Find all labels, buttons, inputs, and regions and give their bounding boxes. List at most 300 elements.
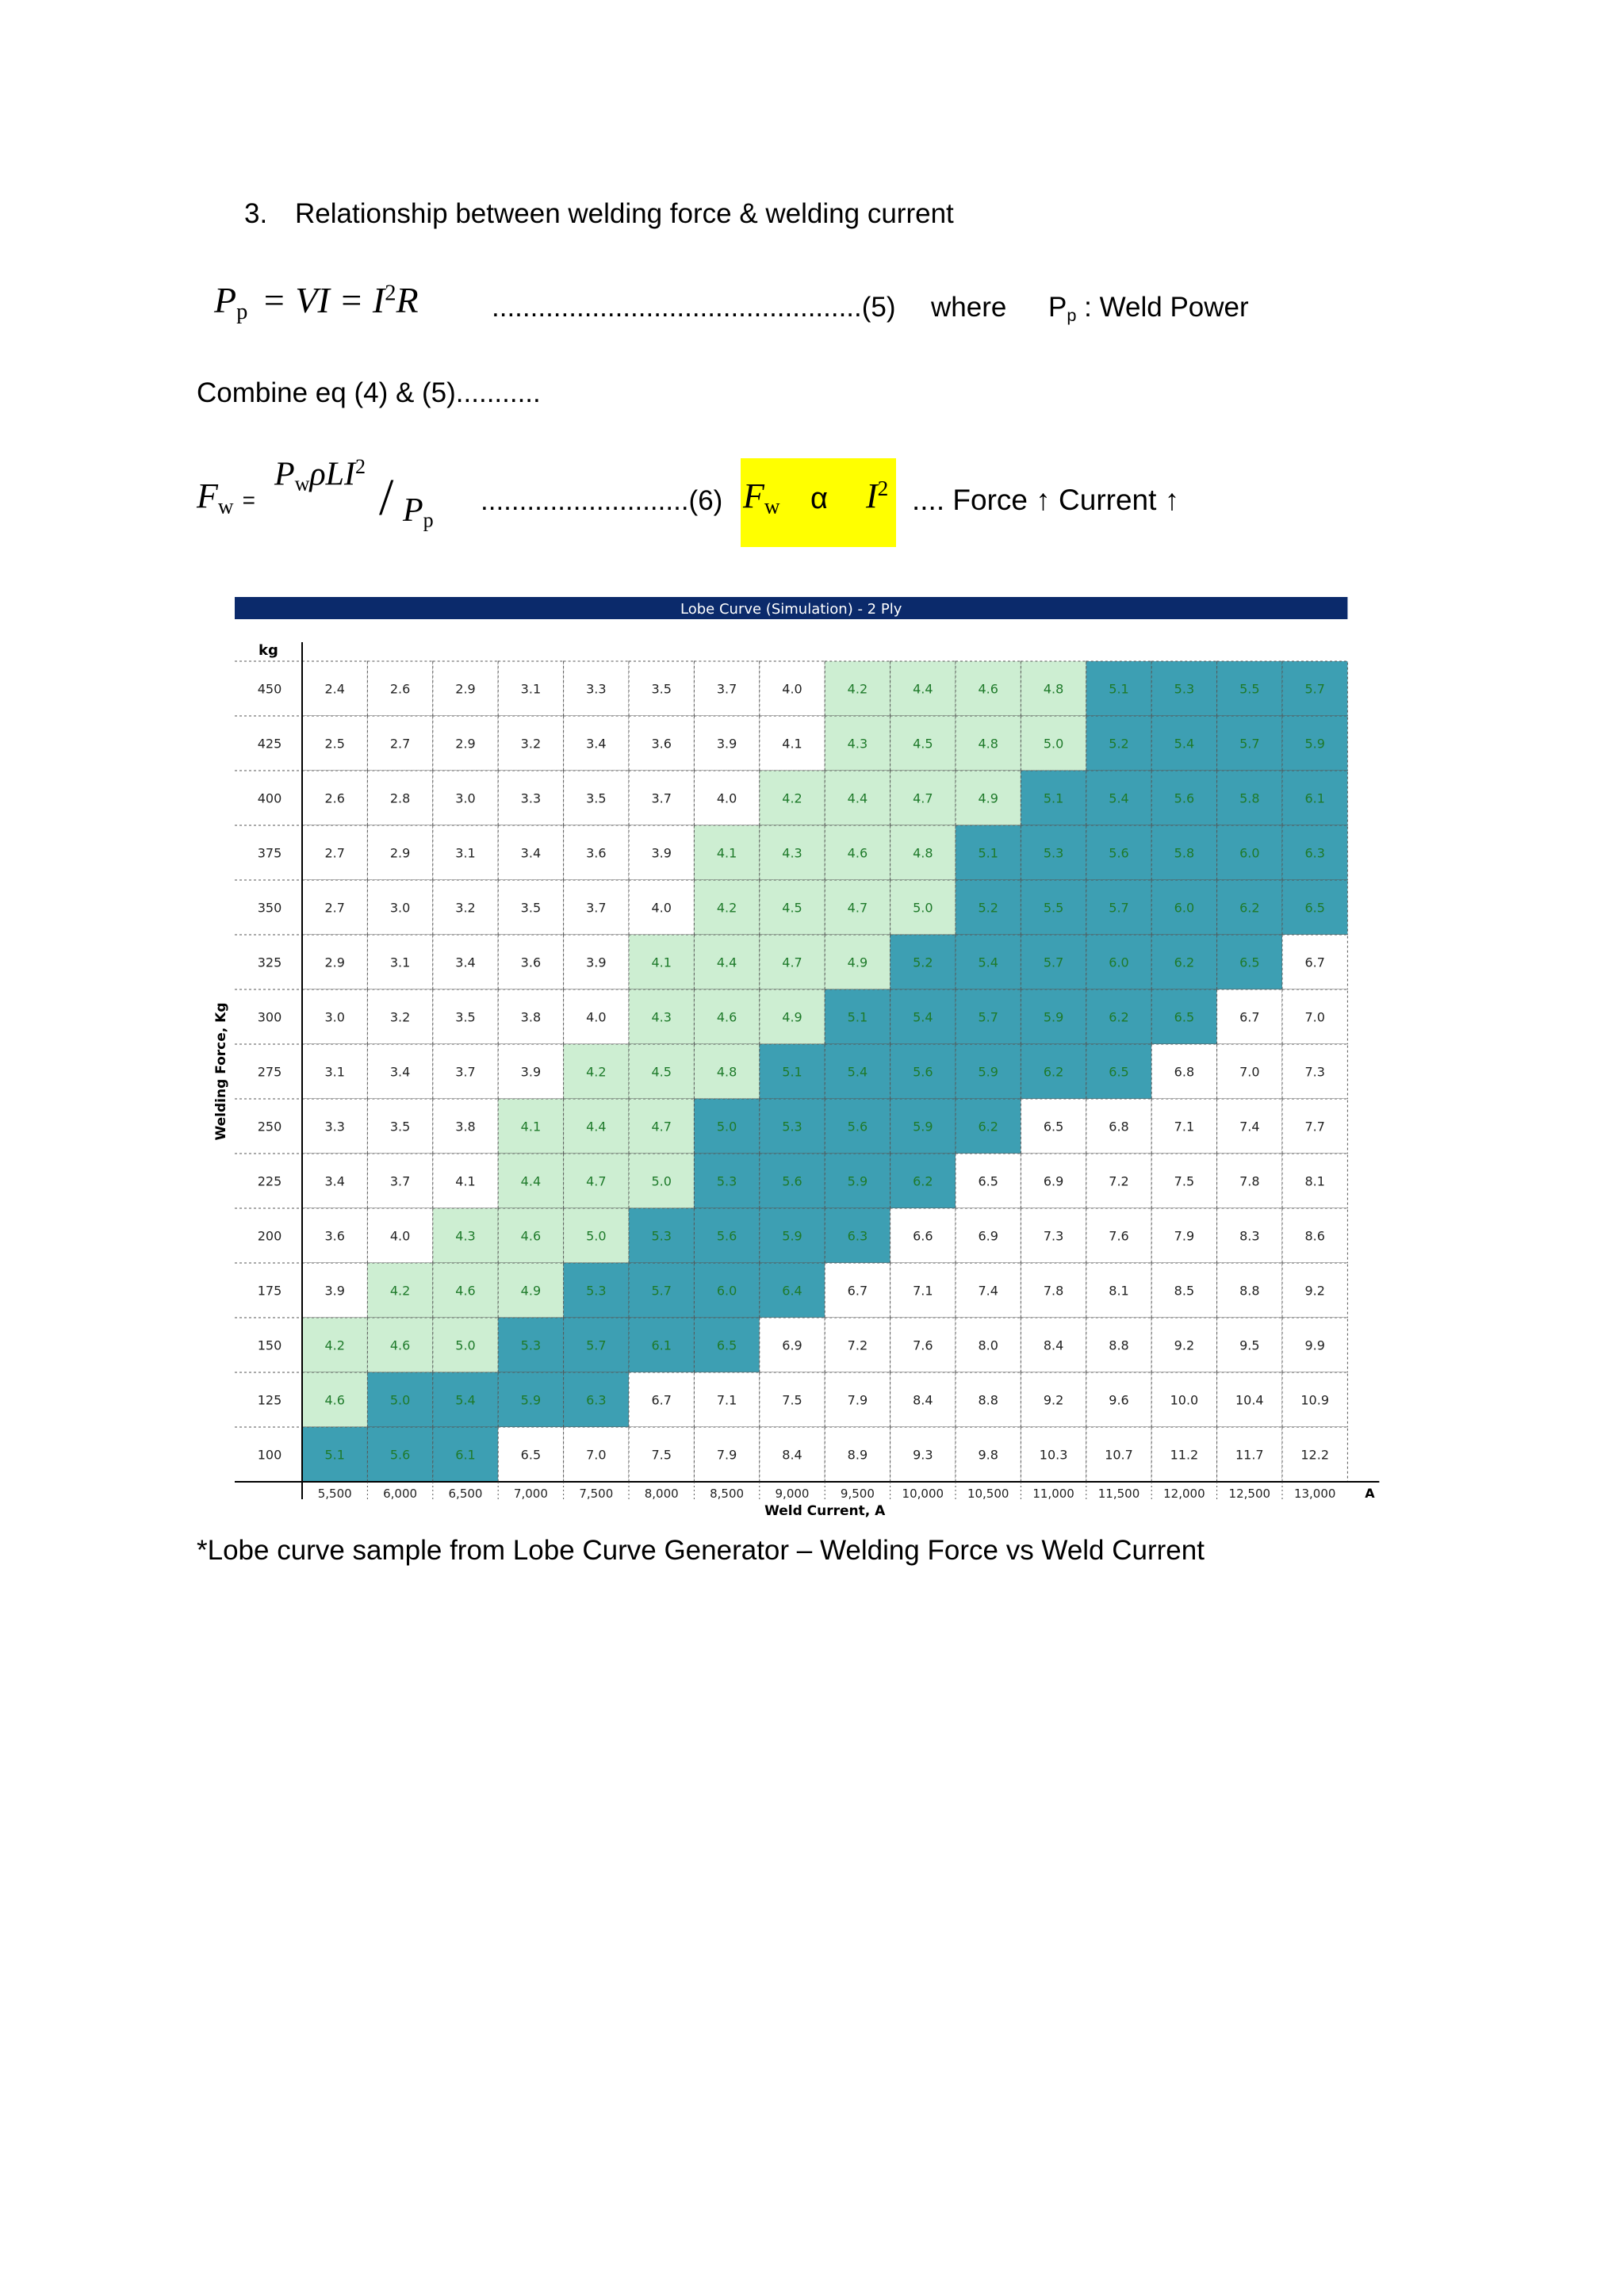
section-number: 3. (244, 198, 268, 229)
cell-value: 8.8 (1109, 1337, 1129, 1353)
cell-value: 6.5 (1109, 1064, 1129, 1080)
x-tick-label: 11,000 (1032, 1487, 1074, 1501)
cell-value: 9.2 (1174, 1337, 1195, 1353)
cell-value: 8.4 (913, 1392, 933, 1408)
cell-value: 7.2 (1109, 1173, 1129, 1189)
cell-value: 5.2 (1109, 736, 1129, 752)
cell-value: 4.6 (455, 1283, 476, 1299)
cell-value: 5.0 (389, 1392, 411, 1408)
cell-value: 7.1 (913, 1283, 933, 1299)
def-p-symbol: P (1048, 292, 1067, 323)
cell-value: 4.1 (782, 736, 802, 752)
cell-value: 5.3 (716, 1173, 737, 1189)
y-tick-label: 325 (257, 955, 282, 970)
caption: *Lobe curve sample from Lobe Curve Generator – Welding Force vs Weld Current (197, 1535, 1205, 1566)
cell-value: 4.3 (651, 1009, 672, 1025)
cell-value: 5.8 (1239, 790, 1260, 806)
cell-value: 5.1 (1043, 790, 1064, 806)
cell-value: 4.0 (586, 1009, 607, 1025)
eq5-square: 2 (385, 281, 396, 306)
x-tick-label: 13,000 (1293, 1487, 1336, 1501)
cell-value: 7.8 (1239, 1173, 1260, 1189)
cell-value: 5.0 (586, 1228, 607, 1244)
cell-value: 5.4 (847, 1064, 868, 1080)
cell-value: 8.1 (1109, 1283, 1129, 1299)
cell-value: 8.8 (1239, 1283, 1260, 1299)
x-tick-label: 12,500 (1228, 1487, 1271, 1501)
cell-value: 2.9 (455, 736, 476, 752)
eq5-definition (1048, 292, 1249, 326)
cell-value: 5.9 (847, 1173, 868, 1189)
cell-value: 9.9 (1304, 1337, 1325, 1353)
cell-value: 7.0 (1239, 1064, 1260, 1080)
cell-value: 4.7 (651, 1119, 672, 1135)
cell-value: 4.0 (389, 1228, 411, 1244)
hl-i-square: 2 (877, 476, 889, 500)
cell-value: 9.3 (913, 1447, 933, 1463)
num-rest: ρLI (309, 456, 355, 493)
hl-f-symbol: F (743, 476, 764, 515)
cell-value: 5.3 (520, 1337, 542, 1353)
cell-value: 5.0 (913, 900, 933, 916)
cell-value: 5.9 (913, 1119, 933, 1135)
x-tick-label: 6,000 (383, 1487, 418, 1501)
cell-value: 5.9 (978, 1064, 998, 1080)
cell-value: 7.3 (1043, 1228, 1064, 1244)
cell-value: 4.8 (913, 845, 933, 861)
cell-value: 5.4 (455, 1392, 476, 1408)
cell-value: 5.7 (1043, 955, 1064, 970)
eq5-dots: ................................................(5) (492, 292, 896, 323)
cell-value: 4.1 (651, 955, 672, 970)
cell-value: 4.7 (586, 1173, 607, 1189)
cell-value: 6.1 (455, 1447, 476, 1463)
eq5-p-subscript: p (236, 299, 248, 324)
cell-value: 6.7 (1239, 1009, 1260, 1025)
cell-value: 7.6 (913, 1337, 933, 1353)
cell-value: 4.8 (1043, 681, 1064, 697)
cell-value: 10.3 (1039, 1447, 1068, 1463)
cell-value: 4.3 (847, 736, 868, 752)
x-tick-label: 8,500 (710, 1487, 745, 1501)
cell-value: 8.5 (1174, 1283, 1195, 1299)
cell-value: 6.0 (1174, 900, 1195, 916)
cell-value: 6.2 (913, 1173, 933, 1189)
cell-value: 5.7 (1304, 681, 1325, 697)
cell-value: 2.8 (389, 790, 411, 806)
eq5-p-symbol: P (214, 280, 237, 320)
cell-value: 6.5 (1239, 955, 1260, 970)
cell-value: 3.4 (520, 845, 542, 861)
cell-value: 5.6 (1109, 845, 1129, 861)
cell-value: 5.6 (389, 1447, 411, 1463)
cell-value: 7.0 (1304, 1009, 1325, 1025)
cell-value: 4.2 (847, 681, 868, 697)
cell-value: 3.0 (324, 1009, 345, 1025)
cell-value: 5.9 (1304, 736, 1325, 752)
cell-value: 4.1 (716, 845, 737, 861)
cell-value: 3.6 (586, 845, 607, 861)
cell-value: 4.4 (847, 790, 868, 806)
eq6-f-symbol: F (197, 476, 218, 515)
den-p-symbol: P (403, 492, 423, 529)
cell-value: 6.9 (1043, 1173, 1064, 1189)
cell-value: 2.7 (324, 900, 345, 916)
cell-value: 6.7 (1304, 955, 1325, 970)
cell-value: 3.9 (651, 845, 672, 861)
cell-value: 7.2 (847, 1337, 868, 1353)
cell-value: 3.5 (520, 900, 542, 916)
cell-value: 4.0 (782, 681, 802, 697)
cell-value: 7.1 (1174, 1119, 1195, 1135)
cell-value: 5.7 (586, 1337, 607, 1353)
cell-value: 6.9 (978, 1228, 998, 1244)
cell-value: 5.0 (455, 1337, 476, 1353)
cell-value: 6.2 (978, 1119, 998, 1135)
cell-value: 9.6 (1109, 1392, 1129, 1408)
eq6-numerator (274, 455, 366, 496)
cell-value: 4.6 (389, 1337, 411, 1353)
cell-value: 6.0 (1109, 955, 1129, 970)
cell-value: 5.1 (782, 1064, 802, 1080)
cell-value: 4.0 (651, 900, 672, 916)
x-tick-label: 10,000 (902, 1487, 944, 1501)
cell-value: 5.1 (324, 1447, 345, 1463)
hl-i-symbol: I (866, 476, 878, 515)
cell-value: 2.5 (324, 736, 345, 752)
cell-value: 3.5 (651, 681, 672, 697)
cell-value: 8.3 (1239, 1228, 1260, 1244)
cell-value: 5.6 (847, 1119, 868, 1135)
cell-value: 3.5 (389, 1119, 411, 1135)
x-tick-label: 10,500 (967, 1487, 1009, 1501)
cell-value: 4.5 (913, 736, 933, 752)
cell-value: 5.3 (782, 1119, 802, 1135)
cell-value: 3.1 (455, 845, 476, 861)
cell-value: 6.0 (1239, 845, 1260, 861)
cell-value: 11.2 (1170, 1447, 1199, 1463)
cell-value: 4.6 (978, 681, 998, 697)
y-tick-label: 275 (257, 1064, 282, 1080)
cell-value: 3.3 (520, 790, 542, 806)
cell-value: 6.5 (1174, 1009, 1195, 1025)
cell-value: 5.9 (782, 1228, 802, 1244)
cell-value: 7.4 (1239, 1119, 1260, 1135)
cell-value: 5.4 (913, 1009, 933, 1025)
cell-value: 5.4 (1174, 736, 1195, 752)
cell-value: 7.9 (1174, 1228, 1195, 1244)
cell-value: 6.0 (716, 1283, 737, 1299)
cell-value: 9.2 (1304, 1283, 1325, 1299)
hl-f-subscript: w (764, 494, 780, 519)
cell-value: 3.9 (520, 1064, 542, 1080)
cell-value: 6.1 (1304, 790, 1325, 806)
cell-value: 5.1 (847, 1009, 868, 1025)
num-p-subscript: w (294, 472, 310, 496)
cell-value: 3.1 (324, 1064, 345, 1080)
cell-value: 6.7 (651, 1392, 672, 1408)
cell-value: 6.5 (520, 1447, 542, 1463)
cell-value: 3.4 (586, 736, 607, 752)
cell-value: 5.5 (1043, 900, 1064, 916)
cell-value: 3.9 (716, 736, 737, 752)
cell-value: 6.5 (716, 1337, 737, 1353)
cell-value: 9.5 (1239, 1337, 1260, 1353)
cell-value: 3.8 (455, 1119, 476, 1135)
cell-value: 2.4 (324, 681, 345, 697)
x-tick-label: 6,500 (448, 1487, 483, 1501)
cell-value: 4.1 (520, 1119, 542, 1135)
cell-value: 6.5 (978, 1173, 998, 1189)
eq6-dots: ...........................(6) (481, 485, 723, 516)
cell-value: 5.1 (978, 845, 998, 861)
cell-value: 9.8 (978, 1447, 998, 1463)
cell-value: 6.5 (1043, 1119, 1064, 1135)
cell-value: 3.9 (324, 1283, 345, 1299)
eq5-where: where (931, 292, 1007, 323)
x-tick-label: 9,000 (775, 1487, 810, 1501)
y-tick-label: 250 (257, 1119, 282, 1135)
cell-value: 7.3 (1304, 1064, 1325, 1080)
cell-value: 3.7 (716, 681, 737, 697)
cell-value: 6.1 (651, 1337, 672, 1353)
cell-value: 6.2 (1239, 900, 1260, 916)
highlight-i (866, 476, 888, 516)
cell-value: 7.4 (978, 1283, 998, 1299)
cell-value: 5.7 (651, 1283, 672, 1299)
cell-value: 3.7 (586, 900, 607, 916)
cell-value: 3.7 (389, 1173, 411, 1189)
cell-value: 7.5 (782, 1392, 802, 1408)
y-tick-label: 200 (257, 1228, 282, 1244)
cell-value: 4.8 (978, 736, 998, 752)
cell-value: 4.3 (455, 1228, 476, 1244)
cell-value: 3.9 (586, 955, 607, 970)
cell-value: 4.5 (651, 1064, 672, 1080)
highlight-f (743, 476, 780, 519)
alpha-symbol: α (810, 482, 828, 515)
cell-value: 5.3 (651, 1228, 672, 1244)
cell-value: 5.1 (1109, 681, 1129, 697)
y-tick-label: 425 (257, 736, 282, 752)
num-square: 2 (354, 455, 366, 478)
cell-value: 3.1 (389, 955, 411, 970)
cell-value: 7.9 (716, 1447, 737, 1463)
cell-value: 3.6 (651, 736, 672, 752)
cell-value: 4.7 (847, 900, 868, 916)
cell-value: 5.3 (1043, 845, 1064, 861)
cell-value: 2.7 (389, 736, 411, 752)
cell-value: 2.7 (324, 845, 345, 861)
cell-value: 5.6 (782, 1173, 802, 1189)
cell-value: 8.6 (1304, 1228, 1325, 1244)
cell-value: 7.0 (586, 1447, 607, 1463)
cell-value: 4.8 (716, 1064, 737, 1080)
cell-value: 4.0 (716, 790, 737, 806)
cell-value: 3.7 (455, 1064, 476, 1080)
cell-value: 6.2 (1043, 1064, 1064, 1080)
cell-value: 8.0 (978, 1337, 998, 1353)
cell-value: 12.2 (1300, 1447, 1330, 1463)
cell-value: 5.9 (520, 1392, 542, 1408)
cell-value: 7.5 (1174, 1173, 1195, 1189)
cell-value: 4.4 (913, 681, 933, 697)
cell-value: 4.6 (716, 1009, 737, 1025)
den-p-subscript: p (423, 508, 434, 532)
y-tick-label: 350 (257, 900, 282, 916)
cell-value: 8.9 (847, 1447, 868, 1463)
cell-value: 5.8 (1174, 845, 1195, 861)
cell-value: 7.6 (1109, 1228, 1129, 1244)
cell-value: 6.4 (782, 1283, 802, 1299)
cell-value: 2.6 (324, 790, 345, 806)
y-tick-label: 400 (257, 790, 282, 806)
cell-value: 3.8 (520, 1009, 542, 1025)
cell-value: 3.3 (324, 1119, 345, 1135)
cell-value: 4.2 (586, 1064, 607, 1080)
cell-value: 5.3 (1174, 681, 1195, 697)
cell-value: 7.5 (651, 1447, 672, 1463)
cell-value: 4.4 (586, 1119, 607, 1135)
cell-value: 6.7 (847, 1283, 868, 1299)
def-label: : Weld Power (1084, 292, 1249, 323)
cell-value: 4.2 (324, 1337, 345, 1353)
cell-value: 5.6 (913, 1064, 933, 1080)
eq5-r-symbol: R (396, 280, 419, 320)
cell-value: 8.4 (782, 1447, 802, 1463)
cell-value: 6.8 (1174, 1064, 1195, 1080)
cell-value: 5.7 (1239, 736, 1260, 752)
cell-value: 2.9 (389, 845, 411, 861)
cell-value: 3.0 (455, 790, 476, 806)
cell-value: 5.0 (1043, 736, 1064, 752)
section-title: Relationship between welding force & welding current (295, 198, 954, 229)
lobe-curve-chart (213, 595, 1440, 1522)
y-tick-label: 175 (257, 1283, 282, 1299)
cell-value: 3.4 (455, 955, 476, 970)
cell-value: 3.2 (389, 1009, 411, 1025)
cell-value: 3.6 (324, 1228, 345, 1244)
cell-value: 3.3 (586, 681, 607, 697)
cell-value: 4.2 (716, 900, 737, 916)
eq5-rhs: = VI = I (261, 280, 385, 320)
cell-value: 5.6 (716, 1228, 737, 1244)
cell-value: 3.5 (455, 1009, 476, 1025)
cell-value: 3.1 (520, 681, 542, 697)
cell-value: 3.2 (455, 900, 476, 916)
cell-value: 6.3 (847, 1228, 868, 1244)
eq6-lhs (197, 476, 255, 519)
cell-value: 4.9 (847, 955, 868, 970)
cell-value: 8.1 (1304, 1173, 1325, 1189)
cell-value: 6.8 (1109, 1119, 1129, 1135)
y-tick-label: 375 (257, 845, 282, 861)
cell-value: 3.7 (651, 790, 672, 806)
cell-value: 4.1 (455, 1173, 476, 1189)
cell-value: 5.2 (913, 955, 933, 970)
cell-value: 2.6 (389, 681, 411, 697)
cell-value: 7.1 (716, 1392, 737, 1408)
cell-value: 2.9 (455, 681, 476, 697)
y-tick-label: 100 (257, 1447, 282, 1463)
y-tick-label: 125 (257, 1392, 282, 1408)
cell-value: 4.9 (520, 1283, 542, 1299)
cell-value: 2.9 (324, 955, 345, 970)
cell-value: 5.0 (716, 1119, 737, 1135)
cell-value: 4.2 (782, 790, 802, 806)
cell-value: 4.9 (978, 790, 998, 806)
cell-value: 3.4 (389, 1064, 411, 1080)
cell-value: 4.7 (913, 790, 933, 806)
cell-value: 5.0 (651, 1173, 672, 1189)
cell-value: 10.7 (1105, 1447, 1133, 1463)
cell-value: 3.5 (586, 790, 607, 806)
x-tick-label: 7,500 (579, 1487, 614, 1501)
cell-value: 6.2 (1109, 1009, 1129, 1025)
cell-value: 5.4 (1109, 790, 1129, 806)
x-tick-label: 7,000 (513, 1487, 548, 1501)
cell-value: 6.3 (586, 1392, 607, 1408)
x-axis-title: Weld Current, A (764, 1503, 886, 1519)
def-p-subscript: p (1067, 305, 1077, 326)
y-tick-label: 450 (257, 681, 282, 697)
cell-value: 4.5 (782, 900, 802, 916)
force-current-note: .... Force ↑ Current ↑ (912, 484, 1180, 516)
cell-value: 3.0 (389, 900, 411, 916)
cell-value: 4.2 (389, 1283, 411, 1299)
equation-5 (214, 279, 419, 325)
y-tick-label: 150 (257, 1337, 282, 1353)
eq6-equals: = (242, 488, 255, 512)
cell-value: 6.6 (913, 1228, 933, 1244)
cell-value: 4.6 (520, 1228, 542, 1244)
cell-value: 4.4 (520, 1173, 542, 1189)
cell-value: 3.6 (520, 955, 542, 970)
cell-value: 11.7 (1235, 1447, 1264, 1463)
cell-value: 8.8 (978, 1392, 998, 1408)
eq6-f-subscript: w (217, 494, 234, 519)
cell-value: 5.7 (978, 1009, 998, 1025)
eq6-slash: / (379, 469, 394, 526)
y-axis-title: Welding Force, Kg (213, 1002, 229, 1141)
cell-value: 4.7 (782, 955, 802, 970)
cell-value: 7.9 (847, 1392, 868, 1408)
cell-value: 4.6 (847, 845, 868, 861)
cell-value: 10.0 (1170, 1392, 1199, 1408)
cell-value: 3.4 (324, 1173, 345, 1189)
cell-value: 4.4 (716, 955, 737, 970)
cell-value: 6.2 (1174, 955, 1195, 970)
y-unit-label: kg (259, 642, 278, 659)
x-tick-label: 8,000 (644, 1487, 679, 1501)
cell-value: 9.2 (1043, 1392, 1064, 1408)
y-tick-label: 225 (257, 1173, 282, 1189)
x-tick-label: 12,000 (1163, 1487, 1205, 1501)
combine-text: Combine eq (4) & (5)........... (197, 377, 541, 408)
cell-value: 8.4 (1043, 1337, 1064, 1353)
cell-value: 5.2 (978, 900, 998, 916)
y-tick-label: 300 (257, 1009, 282, 1025)
cell-value: 10.9 (1300, 1392, 1330, 1408)
cell-value: 3.2 (520, 736, 542, 752)
cell-value: 5.7 (1109, 900, 1129, 916)
cell-value: 5.4 (978, 955, 998, 970)
num-p-symbol: P (274, 456, 295, 493)
cell-value: 7.7 (1304, 1119, 1325, 1135)
cell-value: 4.3 (782, 845, 802, 861)
x-tick-label: 9,500 (840, 1487, 875, 1501)
cell-value: 5.3 (586, 1283, 607, 1299)
